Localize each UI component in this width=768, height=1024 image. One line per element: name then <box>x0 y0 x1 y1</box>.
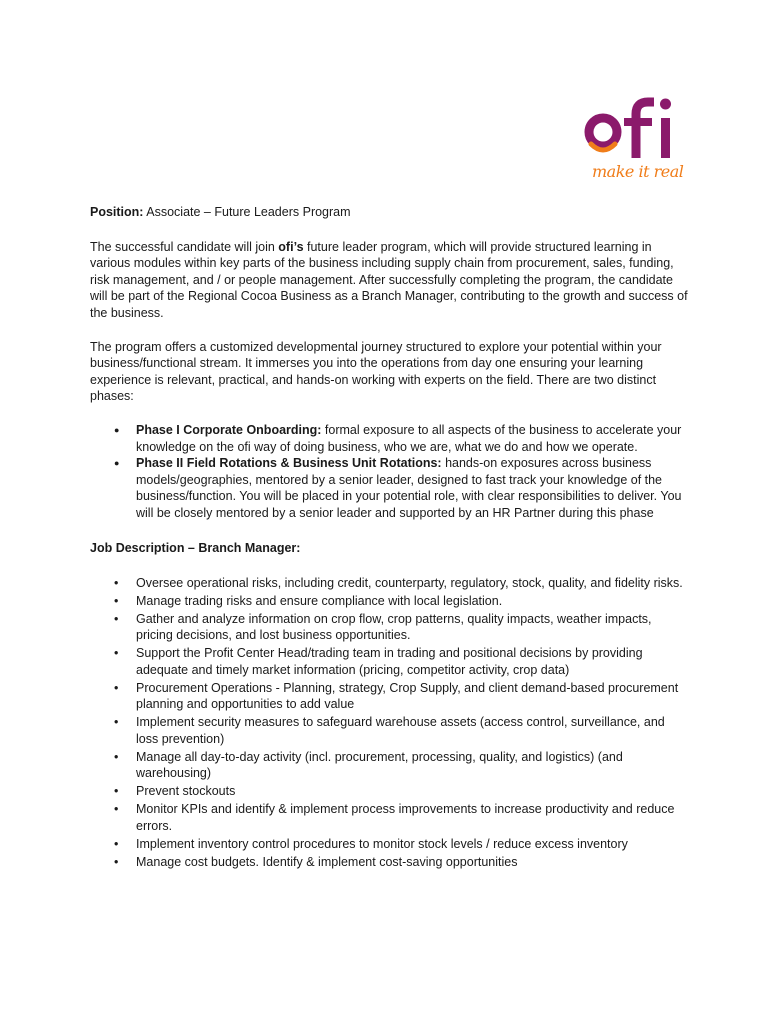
position-label: Position: <box>90 205 144 219</box>
ofi-logo-mark <box>584 92 680 162</box>
logo-f-crossbar <box>624 118 652 126</box>
duty-item: • Implement inventory control procedures to monitor stock levels / reduce excess inventory <box>90 836 690 853</box>
document-body <box>90 204 690 871</box>
duty-item: • Support the Profit Center Head/trading team in trading and positional decisions by providing adequate and timely market information (pricing, competitor activity, crop data) <box>90 645 690 678</box>
phase-title: Phase II Field Rotations & Business Unit Rotations: <box>136 456 442 471</box>
duty-item: • Procurement Operations - Planning, strategy, Crop Supply, and client demand-based procurement planning and opportunities to add value <box>90 680 690 713</box>
logo-i-dot <box>660 99 671 110</box>
job-description-heading: Job Description – Branch Manager: <box>90 540 301 555</box>
duty-item: • Manage cost budgets. Identify & implement cost-saving opportunities <box>90 854 690 871</box>
intro-company-name: ofi’s <box>278 239 304 254</box>
intro-text-end: future leader program, which will provide structured learning in various modules within key parts of the business including supply chain from procurement, sales, funding, risk management, and / or people management. After successfully completing the program, the candidate will be part of the Regional Cocoa Business as a Branch Manager, contributing to the growth and success of the business. <box>90 239 688 320</box>
logo-letter-f <box>636 102 654 158</box>
phase-text: formal exposure to all aspects of the business to accelerate your knowledge on the ofi way of doing business, who we are, what we do and how we operate. <box>136 422 682 454</box>
duty-item: • Gather and analyze information on crop flow, crop patterns, quality impacts, weather impacts, pricing decisions, and lost business opportunities. <box>90 611 690 644</box>
logo-letter-o <box>589 118 617 146</box>
position-value: Associate – Future Leaders Program <box>146 205 351 219</box>
job-duties-list <box>90 575 690 870</box>
logo-letter-i <box>661 118 670 158</box>
duty-item: • Prevent stockouts <box>90 783 690 800</box>
program-paragraph: The program offers a customized developmental journey structured to explore your potential within your business/functional stream. It immerses you into the operations from day one ensuring your learning experience is relevant, practical, and hands-on working with experts on the field. There are two distinct phases: <box>90 339 662 404</box>
duty-item: • Manage all day-to-day activity (incl. procurement, processing, quality, and logistics) (and warehousing) <box>90 749 690 782</box>
phases-list <box>90 422 690 522</box>
position-line <box>90 204 690 221</box>
duty-item: • Monitor KPIs and identify & implement process improvements to increase productivity and reduce errors. <box>90 801 690 834</box>
intro-text-start: The successful candidate will join <box>90 239 279 254</box>
logo-tagline: make it real <box>592 162 684 181</box>
duty-item: • Implement security measures to safeguard warehouse assets (access control, surveillance, and loss prevention) <box>90 714 690 747</box>
duty-item: • Manage trading risks and ensure compliance with local legislation. <box>90 593 690 610</box>
phase-title: Phase I Corporate Onboarding: <box>136 422 322 437</box>
intro-paragraph <box>90 239 690 322</box>
phase-text: hands-on exposures across business models/geographies, mentored by a senior leader, designed to fast track your knowledge of the business/function. You will be placed in your potential role, with clear responsibilities to deliver. You will be closely mentored by a senior leader and supported by an HR Partner during this phase <box>136 456 682 520</box>
phase-item <box>90 455 690 521</box>
phase-item <box>90 422 690 455</box>
duty-item: • Oversee operational risks, including credit, counterparty, regulatory, stock, quality, and fidelity risks. <box>90 575 690 592</box>
